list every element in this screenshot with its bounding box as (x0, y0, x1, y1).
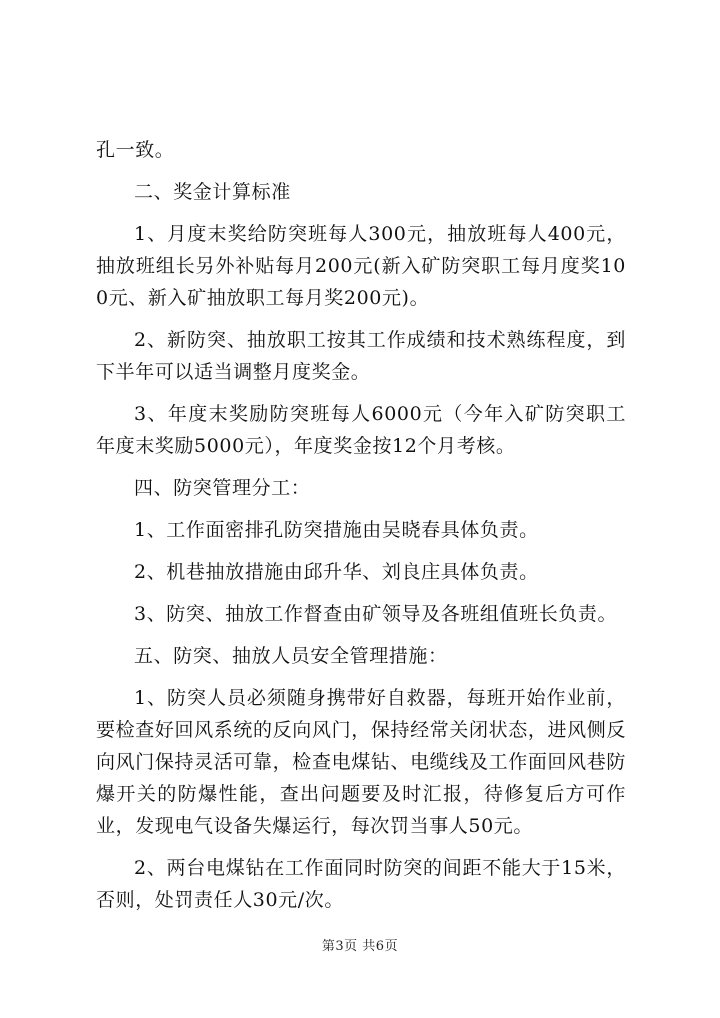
section-heading-safety-measures: 五、防突、抽放人员安全管理措施： (134, 645, 448, 667)
paragraph-bonus-adjustment: 2、新防突、抽放职工按其工作成绩和技术熟练程度，到下半年可以适当调整月度奖金。 (96, 329, 626, 383)
paragraph-division-item-3: 3、防突、抽放工作督查由矿领导及各班组值班长负责。 (134, 603, 618, 625)
paragraph-annual-bonus: 3、年度末奖励防突班每人6000元（今年入矿防突职工年度末奖励5000元），年度奖金按12个月考核。 (96, 403, 626, 457)
paragraph-safety-item-2: 2、两台电煤钻在工作面同时防突的间距不能大于15米，否则，处罚责任人30元/次。 (96, 857, 626, 911)
paragraph-division-item-2: 2、机巷抽放措施由邱升华、刘良庄具体负责。 (134, 561, 539, 583)
section-heading-division-of-labor: 四、防突管理分工： (134, 477, 311, 499)
paragraph-division-item-1: 1、工作面密排孔防突措施由吴晓春具体负责。 (134, 519, 539, 541)
page-number-footer: 第3页 共6页 (321, 939, 399, 954)
section-heading-bonus-standard: 二、奖金计算标准 (134, 181, 291, 203)
document-body (96, 134, 626, 916)
paragraph-safety-item-1: 1、防突人员必须随身携带好自救器，每班开始作业前，要检查好回风系统的反向风门，保持经常关闭状态，进风侧反向风门保持灵活可靠，检查电煤钻、电缆线及工作面回风巷防爆开关的防爆性能，查出问题要及时汇报，待修复后方可作业，发现电气设备失爆运行，每次罚当事人50元。 (96, 687, 626, 837)
paragraph-monthly-bonus: 1、月度末奖给防突班每人300元，抽放班每人400元，抽放班组长另外补贴每月200元(新入矿防突职工每月度奖100元、新入矿抽放职工每月奖200元)。 (96, 223, 626, 309)
paragraph-continuation: 孔一致。 (96, 139, 175, 161)
